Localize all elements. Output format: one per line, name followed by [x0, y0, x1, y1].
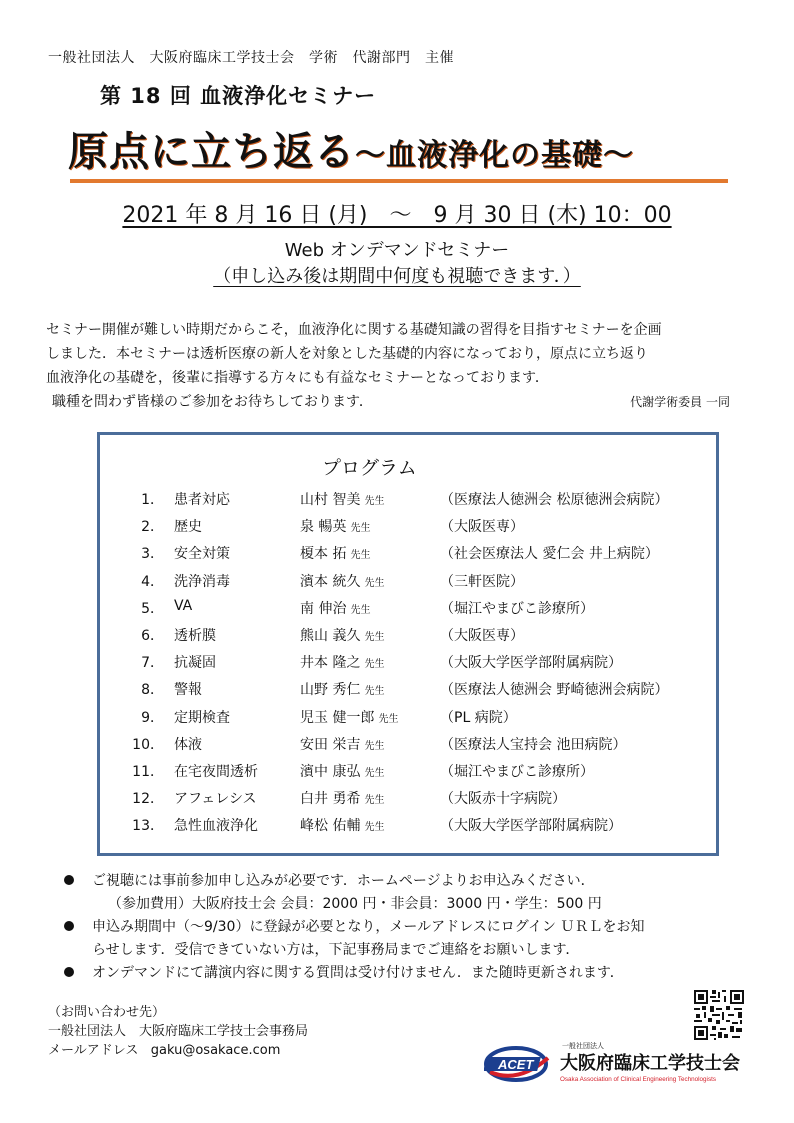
intro-line: セミナー開催が難しい時期だからこそ，血液浄化に関する基礎知識の習得を目指すセミナーを企画: [46, 322, 662, 338]
program-speaker: [300, 761, 384, 781]
program-speaker: [300, 598, 370, 618]
program-affiliation: （三軒医院）: [440, 573, 524, 590]
note-item: [62, 870, 752, 916]
program-row: [120, 625, 710, 652]
program-affiliation: （大阪赤十字病院）: [440, 791, 566, 808]
signature: 代謝学術委員 一同: [630, 395, 730, 409]
speaker-name: 泉 暢英: [300, 519, 347, 536]
program-speaker: [300, 516, 370, 536]
program-speaker: [300, 543, 370, 563]
program-speaker: [300, 489, 384, 509]
program-row: [120, 571, 710, 598]
program-number: 11．: [132, 763, 164, 780]
speaker-name: 山野 秀仁: [300, 682, 361, 699]
program-number: 5．: [141, 600, 164, 617]
logo-english: Osaka Association of Clinical Engineering Technologists: [560, 1076, 716, 1083]
main-title-block: [68, 120, 728, 180]
honorific: 先生: [350, 604, 371, 616]
program-number: 3．: [141, 546, 164, 563]
note-text: ご視聴には事前参加申し込みが必要です．ホームページよりお申込みください．: [92, 873, 595, 889]
program-affiliation: （大阪医専）: [440, 519, 524, 536]
program-topic: 歴史: [174, 519, 202, 536]
program-affiliation: （医療法人宝持会 池田病院）: [440, 736, 627, 753]
honorific: 先生: [364, 767, 385, 779]
seminar-number: 第 18 回 血液浄化セミナー: [100, 84, 377, 108]
program-row: [120, 815, 710, 842]
program-topic: 洗浄消毒: [174, 573, 230, 590]
program-topic: 体液: [174, 736, 202, 753]
logo-small-label: 一般社団法人: [562, 1042, 604, 1050]
honorific: 先生: [364, 795, 385, 807]
speaker-name: 山村 智美: [300, 492, 361, 508]
event-dates-text: 2021 年 8 月 16 日 (月) ～ 9 月 30 日 (木) 10：00: [122, 203, 672, 228]
program-speaker: [300, 652, 384, 672]
seminar-format: Web オンデマンドセミナー: [284, 240, 510, 261]
qr-code-icon[interactable]: [694, 990, 744, 1040]
email-address[interactable]: gaku@osakace.com: [150, 1043, 281, 1058]
program-affiliation: （医療法人徳洲会 松原徳洲会病院）: [440, 492, 669, 508]
honorific: 先生: [350, 550, 371, 562]
contact-block: [48, 1003, 308, 1060]
program-speaker: [300, 571, 384, 591]
speaker-name: 峰松 佑輔: [300, 818, 361, 835]
honorific: 先生: [350, 523, 371, 535]
program-speaker: [300, 625, 384, 645]
program-topic: 患者対応: [174, 492, 230, 508]
contact-office: 一般社団法人 大阪府臨床工学技士会事務局: [48, 1024, 309, 1039]
speaker-name: 濱中 康弘: [300, 763, 361, 780]
logo-name: 大阪府臨床工学技士会: [560, 1053, 740, 1074]
intro-line: 職種を問わず皆様のご参加をお待ちしております．: [52, 394, 373, 410]
speaker-name: 濱本 統久: [300, 573, 361, 590]
speaker-name: 熊山 義久: [300, 627, 361, 644]
program-topic: アフェレシス: [174, 791, 257, 808]
program-row: [120, 734, 710, 761]
replay-note: [0, 262, 794, 288]
program-number: 12．: [132, 791, 164, 808]
notes-list: [62, 870, 752, 985]
program-row: [120, 598, 710, 625]
bullet-dot-icon: [64, 875, 74, 885]
bullet-dot-icon: [64, 921, 74, 931]
program-topic: 透析膜: [174, 627, 216, 644]
program-title: プログラム: [322, 457, 417, 479]
main-title: [68, 120, 728, 177]
program-affiliation: （堀江やまびこ診療所）: [440, 763, 594, 780]
program-topic: 警報: [174, 682, 202, 699]
speaker-name: 児玉 健一郎: [300, 709, 375, 726]
honorific: 先生: [364, 577, 385, 589]
honorific: 先生: [364, 686, 385, 698]
event-dates: [0, 198, 794, 229]
association-logo: [484, 1038, 754, 1090]
honorific: 先生: [364, 496, 385, 507]
speaker-name: 井本 隆之: [300, 655, 361, 672]
participation-fee: （参加費用）大阪府技士会 会員：2000 円・非会員：3000 円・学生：500 円: [108, 896, 602, 912]
honorific: 先生: [364, 822, 385, 834]
program-row: [120, 707, 710, 734]
program-number: 6．: [141, 627, 164, 644]
contact-heading: （お問い合わせ先）: [48, 1005, 166, 1020]
honorific: 先生: [364, 740, 385, 752]
speaker-name: 榎本 拓: [300, 546, 347, 563]
speaker-name: 南 伸治: [300, 600, 347, 617]
program-number: 7．: [141, 655, 164, 672]
contact-email-line: [48, 1041, 308, 1060]
acet-logo-icon: [484, 1038, 754, 1090]
program-number: 8．: [141, 682, 164, 699]
speaker-name: 白井 勇希: [300, 791, 361, 808]
program-affiliation: （大阪医専）: [440, 627, 524, 644]
program-topic: 安全対策: [174, 546, 230, 563]
program-speaker: [300, 788, 384, 808]
program-affiliation: （社会医療法人 愛仁会 井上病院）: [440, 546, 659, 563]
program-row: [120, 516, 710, 543]
program-speaker: [300, 679, 384, 699]
program-number: 2．: [141, 519, 164, 536]
note-item: [62, 916, 752, 962]
program-affiliation: （大阪大学医学部附属病院）: [440, 818, 622, 835]
program-row: [120, 788, 710, 815]
program-number: 13．: [132, 818, 164, 835]
bullet-dot-icon: [64, 967, 74, 977]
program-list: [120, 489, 710, 842]
program-affiliation: （堀江やまびこ診療所）: [440, 600, 594, 617]
program-topic: 定期検査: [174, 709, 230, 726]
program-speaker: [300, 815, 384, 835]
note-text: オンデマンドにて講演内容に関する質問は受け付けません．また随時更新されます．: [92, 965, 624, 981]
program-row: [120, 679, 710, 706]
note-item: [62, 962, 752, 985]
program-number: 1．: [141, 492, 164, 508]
program-topic: 抗凝固: [174, 655, 216, 672]
title-underline: [70, 179, 728, 183]
honorific: 先生: [364, 631, 385, 643]
program-row: [120, 761, 710, 788]
program-speaker: [300, 707, 398, 727]
email-label: メールアドレス: [48, 1043, 139, 1058]
program-number: 10．: [132, 736, 164, 753]
program-affiliation: （大阪大学医学部附属病院）: [440, 655, 622, 672]
organizer-line: 一般社団法人 大阪府臨床工学技士会 学術 代謝部門 主催: [48, 50, 454, 66]
program-row: [120, 652, 710, 679]
honorific: 先生: [378, 713, 399, 725]
intro-line: しました．本セミナーは透析医療の新人を対象とした基礎的内容になっており，原点に立ち返り: [46, 346, 648, 362]
program-number: 4．: [141, 573, 164, 590]
program-row: [120, 543, 710, 570]
program-row: [120, 489, 710, 516]
main-title-text: 原点に立ち返る: [68, 129, 355, 175]
speaker-name: 安田 栄吉: [300, 736, 361, 753]
program-topic: 在宅夜間透析: [174, 763, 258, 780]
program-speaker: [300, 734, 384, 754]
program-box: [97, 432, 719, 856]
note-text: らせします．受信できていない方は，下記事務局までご連絡をお願いします．: [92, 942, 580, 958]
replay-note-text: （申し込み後は期間中何度も視聴できます．）: [213, 266, 581, 287]
intro-line: 血液浄化の基礎を，後輩に指導する方々にも有益なセミナーとなっております．: [46, 370, 549, 386]
program-topic: VA: [174, 597, 193, 614]
honorific: 先生: [364, 659, 385, 671]
logo-brand: ACET: [498, 1057, 534, 1072]
program-affiliation: （医療法人徳洲会 野崎徳洲会病院）: [440, 682, 669, 699]
program-number: 9．: [141, 709, 164, 726]
note-text: 申込み期間中（～9/30）に登録が必要となり，メールアドレスにログイン ＵＲＬをお知: [92, 919, 645, 935]
program-topic: 急性血液浄化: [174, 818, 258, 835]
program-affiliation: （PL 病院）: [440, 709, 517, 726]
main-title-subtitle: ～血液浄化の基礎～: [355, 138, 634, 173]
